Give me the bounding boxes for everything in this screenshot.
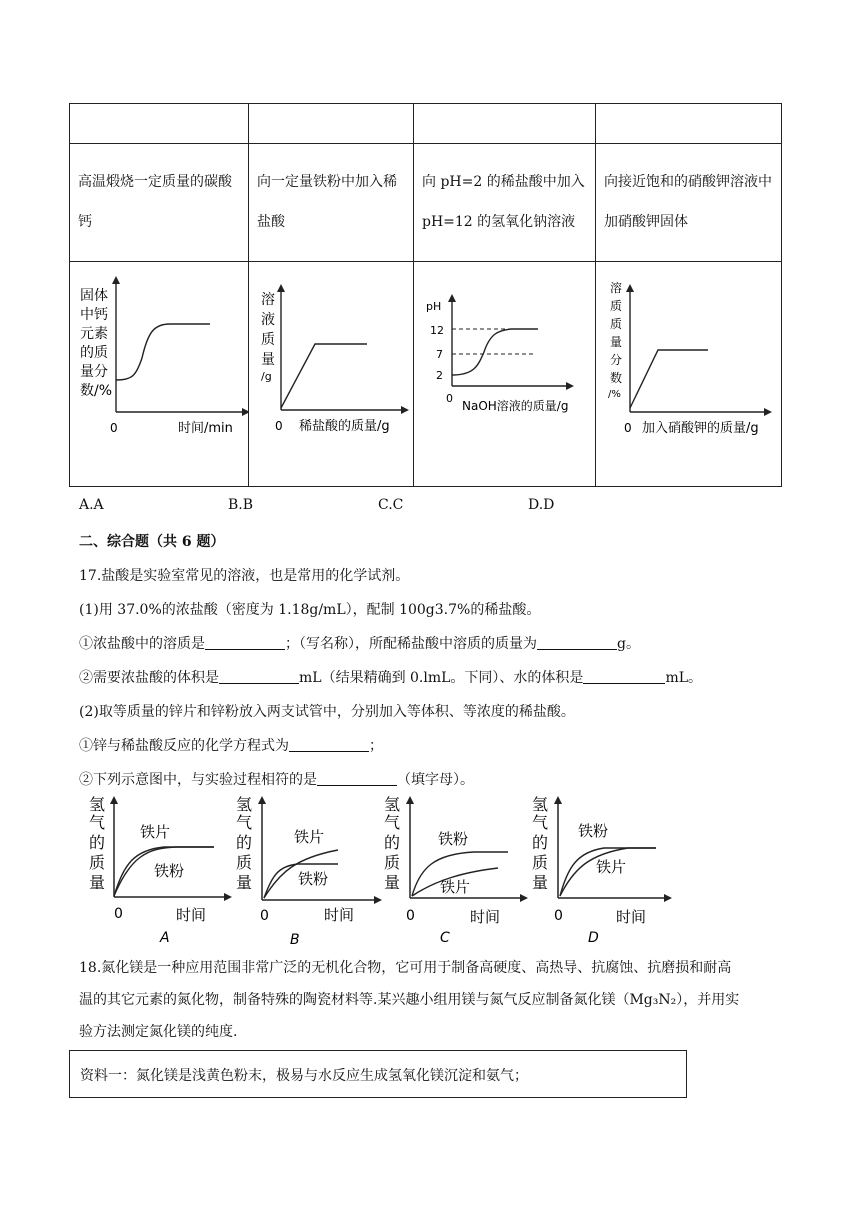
- answer-option-b[interactable]: B.B: [228, 497, 254, 513]
- hydrogen-graph-c: [384, 795, 528, 946]
- graph-d-origin: 0: [554, 908, 563, 924]
- q17-part1-a-text-2: ；（写名称），所配稀盐酸中溶质的质量为: [285, 636, 537, 652]
- graph-c-xlabel: 时间: [470, 908, 501, 926]
- graph-a-y-4: 质: [89, 853, 106, 872]
- graph-c-y-5: 量: [384, 873, 401, 892]
- q17-part1-b-text-1: ②需要浓盐酸的体积是: [79, 670, 219, 686]
- graph-a-ylabel-6: 数/%: [80, 383, 113, 399]
- graph-a-y-3: 的: [89, 833, 106, 852]
- graph-d-xlabel: 时间: [616, 908, 647, 926]
- graph-c-ylabel: pH: [426, 300, 442, 313]
- graph-a-xlabel: 时间/min: [178, 421, 233, 436]
- q17-part2-a: [79, 735, 383, 755]
- q17-blank-graph-choice[interactable]: [317, 771, 397, 786]
- graph-c-y-3: 的: [384, 833, 401, 852]
- q17-part1-a-text-3: g。: [617, 636, 640, 652]
- hydrogen-graph-d: [532, 795, 672, 946]
- q17-part1-b-text-3: mL。: [665, 670, 703, 686]
- graph-b-ylabel-5: /g: [261, 370, 272, 383]
- answer-option-c[interactable]: C.C: [378, 497, 404, 513]
- graph-c-tick-7: 7: [436, 348, 443, 361]
- graph-c-origin: 0: [446, 392, 453, 405]
- graph-a-lower-label: 铁粉: [154, 862, 185, 880]
- graph-b-origin: 0: [275, 419, 283, 433]
- q17-blank-solute-mass[interactable]: [537, 635, 617, 650]
- q17-part2-a-text-1: ①锌与稀盐酸反应的化学方程式为: [79, 738, 289, 754]
- graph-c-origin: 0: [406, 908, 415, 924]
- graph-c-tick-12: 12: [430, 324, 444, 337]
- graph-a-ylabel-2: 中钙: [80, 307, 108, 323]
- hydrogen-graph-a: [89, 795, 232, 946]
- graph-d-y-1: 氢: [532, 795, 549, 814]
- options-table: [69, 103, 782, 487]
- option-d-description: 向接近饱和的硝酸钾溶液中加硝酸钾固体: [604, 174, 772, 230]
- option-a-description: 高温煅烧一定质量的碳酸钙: [78, 174, 232, 230]
- blank-cell: [249, 104, 414, 144]
- graph-c-letter: C: [440, 930, 450, 946]
- graph-b-origin: 0: [260, 908, 269, 924]
- option-b-description: 向一定量铁粉中加入稀盐酸: [257, 174, 397, 230]
- graph-a-origin: 0: [110, 421, 118, 435]
- answer-option-d[interactable]: D.D: [528, 497, 555, 513]
- q17-blank-acid-volume[interactable]: [219, 669, 299, 684]
- graph-d-ylabel-6: 数: [610, 371, 623, 385]
- graph-d-ylabel-1: 溶: [610, 281, 623, 295]
- q17-intro: 17.盐酸是实验室常见的溶液，也是常用的化学试剂。: [79, 568, 410, 584]
- graph-b-xlabel: 稀盐酸的质量/g: [299, 419, 390, 434]
- graph-c-y-1: 氢: [384, 795, 401, 814]
- graph-b-ylabel-2: 液: [261, 312, 275, 328]
- graph-c-y-2: 气: [384, 813, 401, 832]
- graph-d-y-3: 的: [532, 833, 549, 852]
- graph-c-y-4: 质: [384, 853, 401, 872]
- graph-a-y-2: 气: [89, 813, 106, 832]
- option-c-description: 向 pH=2 的稀盐酸中加入 pH=12 的氢氧化钠溶液: [422, 174, 585, 230]
- graph-c-xlabel: NaOH溶液的质量/g: [462, 399, 569, 413]
- graph-b-ylabel-1: 溶: [261, 292, 275, 308]
- graph-a-origin: 0: [114, 906, 123, 922]
- q17-part2-b-text-1: ②下列示意图中，与实验过程相符的是: [79, 772, 317, 788]
- q17-part1-b-text-2: mL（结果精确到 0.lmL。下同）、水的体积是: [299, 670, 584, 686]
- graph-a-y-5: 量: [89, 873, 106, 892]
- hydrogen-graph-b: [236, 795, 382, 948]
- graph-b-y-1: 氢: [236, 795, 253, 814]
- blank-cell: [70, 104, 249, 144]
- answer-option-a[interactable]: A.A: [79, 497, 104, 513]
- resource-text: 资料一：氮化镁是浅黄色粉末，极易与水反应生成氢氧化镁沉淀和氨气；: [80, 1068, 528, 1084]
- graph-d-solute-fraction: [596, 262, 781, 486]
- graph-a-ylabel-4: 的质: [80, 345, 108, 361]
- graph-b-upper-label: 铁片: [294, 828, 325, 846]
- blank-cell: [414, 104, 596, 144]
- graph-d-origin: 0: [624, 421, 632, 435]
- graph-b-solution-mass: [249, 262, 413, 486]
- graph-a-ylabel-3: 元素: [80, 326, 108, 342]
- graph-a-xlabel: 时间: [176, 906, 207, 924]
- graph-b-y-5: 量: [236, 873, 253, 892]
- graph-b-y-2: 气: [236, 813, 253, 832]
- q17-part1-a: [79, 633, 640, 653]
- q18-line-3: 验方法测定氮化镁的纯度.: [79, 1024, 238, 1040]
- graph-c-ph: [414, 262, 595, 486]
- resource-box: [69, 1050, 687, 1098]
- q18-line-2: 温的其它元素的氮化物，制备特殊的陶瓷材料等.某兴趣小组用镁与氮气反应制备氮化镁（Mg₃N₂），并用实: [79, 992, 740, 1008]
- graph-d-xlabel: 加入硝酸钾的质量/g: [642, 421, 759, 436]
- q17-part1-b: [79, 667, 702, 687]
- q17-blank-equation[interactable]: [289, 737, 369, 752]
- graph-d-ylabel-2: 质: [610, 299, 623, 313]
- q17-part2-b: [79, 769, 474, 789]
- graph-b-y-4: 质: [236, 853, 253, 872]
- blank-cell: [596, 104, 782, 144]
- graph-a-upper-label: 铁片: [140, 823, 171, 841]
- graph-a-y-1: 氢: [89, 795, 106, 814]
- q17-part2-a-text-2: ；: [369, 738, 383, 754]
- graph-d-ylabel-5: 分: [610, 353, 623, 367]
- q17-blank-water-volume[interactable]: [583, 669, 665, 684]
- q17-blank-solute-name[interactable]: [205, 635, 285, 650]
- graph-d-lower-label: 铁片: [596, 858, 627, 876]
- graph-b-letter: B: [290, 932, 300, 948]
- graph-d-ylabel-7: /%: [608, 389, 621, 400]
- graph-a-letter: A: [160, 930, 170, 946]
- graph-b-ylabel-4: 量: [261, 352, 275, 368]
- section-title: 二、综合题（共 6 题）: [79, 534, 225, 550]
- graph-b-lower-label: 铁粉: [298, 870, 329, 888]
- graph-c-tick-2: 2: [436, 369, 443, 382]
- graph-a-ylabel-1: 固体: [80, 288, 108, 304]
- graph-b-xlabel: 时间: [324, 906, 355, 924]
- q17-part1-a-text-1: ①浓盐酸中的溶质是: [79, 636, 205, 652]
- graph-a-calcium-fraction: [70, 262, 248, 486]
- graph-d-upper-label: 铁粉: [578, 822, 609, 840]
- graph-d-ylabel-4: 量: [610, 335, 623, 349]
- graph-d-y-2: 气: [532, 813, 549, 832]
- graph-c-upper-label: 铁粉: [438, 830, 469, 848]
- graph-d-letter: D: [588, 930, 599, 946]
- graph-d-y-5: 量: [532, 873, 549, 892]
- hydrogen-graphs: [84, 792, 684, 952]
- graph-c-lower-label: 铁片: [440, 878, 471, 896]
- q17-part1: (1)用 37.0%的浓盐酸（密度为 1.18g/mL），配制 100g3.7%的稀盐酸。: [79, 602, 541, 618]
- graph-b-y-3: 的: [236, 833, 253, 852]
- q17-part2-b-text-2: （填字母）。: [397, 772, 474, 788]
- graph-d-ylabel-3: 质: [610, 317, 623, 331]
- graph-b-ylabel-3: 质: [261, 332, 275, 348]
- graph-d-y-4: 质: [532, 853, 549, 872]
- graph-a-ylabel-5: 量分: [80, 364, 108, 380]
- q17-part2: (2)取等质量的锌片和锌粉放入两支试管中，分别加入等体积、等浓度的稀盐酸。: [79, 704, 575, 720]
- q18-line-1: 18.氮化镁是一种应用范围非常广泛的无机化合物，它可用于制备高硬度、高热导、抗腐蚀、抗磨损和耐高: [79, 960, 732, 976]
